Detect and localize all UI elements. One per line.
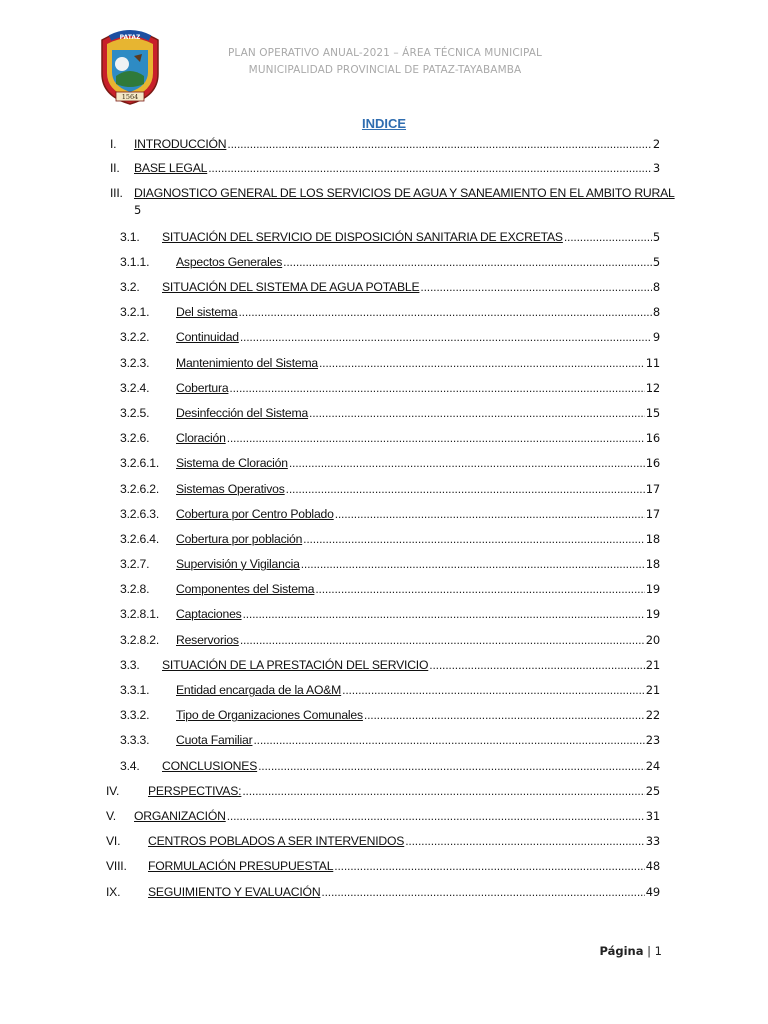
toc-row-title[interactable]: DIAGNOSTICO GENERAL DE LOS SERVICIOS DE AGUA Y SANEAMIENTO EN EL AMBITO RURAL: [134, 186, 675, 200]
toc-row-number: 3.2.1.: [120, 305, 150, 319]
toc-row-number: 3.2.7.: [120, 557, 150, 571]
logo-year: 1564: [121, 93, 139, 101]
toc-row-title[interactable]: CONCLUSIONES: [162, 759, 258, 773]
toc-row-leader-dots: [286, 481, 645, 497]
toc-row-number: 3.1.1.: [120, 255, 150, 269]
toc-row-page: 5: [652, 230, 660, 244]
toc-row-page: 19: [645, 607, 660, 621]
toc-row[interactable]: [120, 758, 660, 774]
toc-row-number: 3.4.: [120, 759, 140, 773]
header-line-1: PLAN OPERATIVO ANUAL-2021 – ÁREA TÉCNICA MUNICIPAL: [227, 47, 543, 59]
toc-row-number: IX.: [106, 885, 121, 899]
toc-row-number: 3.2.5.: [120, 406, 150, 420]
toc-row-leader-dots: [420, 279, 651, 295]
toc-row[interactable]: [106, 833, 660, 849]
toc-row-number: VI.: [106, 834, 121, 848]
toc-row-number: 3.3.2.: [120, 708, 150, 722]
toc-row-leader-dots: [429, 657, 645, 673]
toc-row-title[interactable]: Sistemas Operativos: [176, 482, 285, 496]
toc-row[interactable]: [120, 405, 660, 421]
toc-row-number: VIII.: [106, 859, 127, 873]
toc-row-title[interactable]: PERSPECTIVAS:: [148, 784, 242, 798]
toc-row-title[interactable]: Mantenimiento del Sistema: [176, 356, 318, 370]
toc-row-page: 12: [645, 381, 660, 395]
toc-row[interactable]: [106, 808, 660, 824]
toc-row[interactable]: [110, 185, 675, 201]
toc-row[interactable]: [120, 455, 660, 471]
toc-row-leader-dots: [208, 160, 652, 176]
toc-row-title[interactable]: Cobertura: [176, 381, 229, 395]
toc-row[interactable]: [120, 229, 660, 245]
toc-row-leader-dots: [334, 858, 644, 874]
toc-row-number: 3.2.8.: [120, 582, 150, 596]
toc-row-number: 3.2.4.: [120, 381, 150, 395]
toc-row-number: 3.2.6.: [120, 431, 150, 445]
toc-row[interactable]: [120, 531, 660, 547]
toc-row-number: 3.2.6.2.: [120, 482, 160, 496]
toc-row-title[interactable]: Sistema de Cloración: [176, 456, 288, 470]
toc-row[interactable]: [106, 783, 660, 799]
toc-row-leader-dots: [258, 758, 645, 774]
toc-row-page: 16: [645, 456, 660, 470]
toc-row-page: 17: [645, 507, 660, 521]
toc-row-title[interactable]: Captaciones: [176, 607, 242, 621]
toc-row-leader-dots: [227, 430, 645, 446]
toc-row-leader-dots: [283, 254, 652, 270]
toc-row[interactable]: [120, 481, 660, 497]
toc-row-page: 8: [652, 280, 660, 294]
toc-row-number: 3.1.: [120, 230, 140, 244]
index-title: INDICE: [361, 116, 407, 131]
toc-row[interactable]: [120, 657, 660, 673]
toc-row-title[interactable]: Reservorios: [176, 633, 239, 647]
toc-row-number: V.: [106, 809, 116, 823]
toc-row-page: 21: [645, 683, 660, 697]
toc-row-number: IV.: [106, 784, 120, 798]
toc-row-page: 8: [652, 305, 660, 319]
toc-row-leader-dots: [227, 808, 645, 824]
toc-row[interactable]: [120, 254, 660, 270]
toc-row-leader-dots: [319, 355, 645, 371]
toc-row-leader-dots: [242, 783, 644, 799]
toc-row-title[interactable]: Cobertura por Centro Poblado: [176, 507, 334, 521]
toc-row[interactable]: [120, 355, 660, 371]
toc-row-title[interactable]: Cuota Familiar: [176, 733, 253, 747]
toc-row-page: 15: [645, 406, 660, 420]
toc-row-title[interactable]: INTRODUCCIÓN: [134, 137, 227, 151]
toc-row[interactable]: [106, 858, 660, 874]
toc-row-leader-dots: [564, 229, 652, 245]
toc-row-title[interactable]: Desinfección del Sistema: [176, 406, 309, 420]
logo-top-text: PATAZ: [119, 34, 141, 41]
toc-row-number: II.: [110, 161, 120, 175]
toc-row-title[interactable]: SITUACIÓN DEL SERVICIO DE DISPOSICIÓN SANITARIA DE EXCRETAS: [162, 230, 563, 244]
toc-row-page: 23: [645, 733, 660, 747]
toc-row-number: 3.2.8.1.: [120, 607, 160, 621]
toc-row-number: 3.2.8.2.: [120, 633, 160, 647]
toc-row-leader-dots: [303, 531, 645, 547]
toc-row-page: 24: [645, 759, 660, 773]
footer-separator: |: [647, 944, 652, 958]
toc-row-title[interactable]: FORMULACIÓN PRESUPUESTAL: [148, 859, 334, 873]
toc-row-leader-dots: [309, 405, 645, 421]
header-line-2: MUNICIPALIDAD PROVINCIAL DE PATAZ-TAYABAMBA: [248, 64, 522, 76]
toc-row-title[interactable]: Entidad encargada de la AO&M: [176, 683, 342, 697]
toc-row-page: 19: [645, 582, 660, 596]
toc-row-page: 5: [652, 255, 660, 269]
toc-row-number: 3.3.: [120, 658, 140, 672]
toc-row-page: 22: [645, 708, 660, 722]
toc-row[interactable]: [110, 136, 660, 152]
toc-row-title[interactable]: ORGANIZACIÓN: [134, 809, 226, 823]
toc-row[interactable]: [110, 160, 660, 176]
toc-row-leader-dots: [240, 632, 645, 648]
toc-row-title[interactable]: SEGUIMIENTO Y EVALUACIÓN: [148, 885, 321, 899]
toc-row-page: 21: [645, 658, 660, 672]
toc-row-title[interactable]: Tipo de Organizaciones Comunales: [176, 708, 363, 722]
toc-row-number: 3.2.6.3.: [120, 507, 160, 521]
toc-row[interactable]: [120, 682, 660, 698]
toc-row-leader-dots: [364, 707, 645, 723]
toc-row-number: 3.3.1.: [120, 683, 150, 697]
toc-row-page: 2: [652, 137, 660, 151]
toc-row-title[interactable]: Cloración: [176, 431, 226, 445]
toc-row-page: 9: [652, 330, 660, 344]
toc-row[interactable]: [120, 556, 660, 572]
toc-row-title[interactable]: CENTROS POBLADOS A SER INTERVENIDOS: [148, 834, 405, 848]
toc-row-number: 3.2.: [120, 280, 140, 294]
toc-row-page: 18: [645, 532, 660, 546]
toc-row-title[interactable]: Componentes del Sistema: [176, 582, 315, 596]
toc-row-leader-dots: [253, 732, 644, 748]
toc-row-title[interactable]: SITUACIÓN DE LA PRESTACIÓN DEL SERVICIO: [162, 658, 429, 672]
toc-row-title[interactable]: Del sistema: [176, 305, 238, 319]
toc-row-page: 25: [645, 784, 660, 798]
toc-row-page: 18: [645, 557, 660, 571]
page-footer: [599, 944, 662, 958]
toc-row[interactable]: [120, 430, 660, 446]
toc-row-page: 17: [645, 482, 660, 496]
toc-row[interactable]: [120, 707, 660, 723]
toc-row-page: 33: [645, 834, 660, 848]
toc-row-page: 20: [645, 633, 660, 647]
toc-row-title[interactable]: Supervisión y Vigilancia: [176, 557, 300, 571]
toc-row-number: 3.2.6.1.: [120, 456, 160, 470]
toc-row-number: 3.2.3.: [120, 356, 150, 370]
toc-row-leader-dots: [301, 556, 645, 572]
toc-row-title[interactable]: Continuidad: [176, 330, 239, 344]
toc-row-title[interactable]: BASE LEGAL: [134, 161, 208, 175]
toc-row-page: 49: [645, 885, 660, 899]
toc-row-leader-dots: [335, 506, 645, 522]
toc-row-leader-dots: [240, 329, 652, 345]
toc-row[interactable]: [120, 506, 660, 522]
toc-row[interactable]: [120, 329, 660, 345]
toc-row[interactable]: [120, 581, 660, 597]
toc-row-page: 11: [645, 356, 660, 370]
toc-row-leader-dots: [243, 606, 645, 622]
toc-row[interactable]: [120, 632, 660, 648]
toc-row-leader-dots: [405, 833, 645, 849]
toc-row-leader-dots: [321, 884, 644, 900]
toc-row-leader-dots: [229, 380, 644, 396]
toc-row[interactable]: [120, 279, 660, 295]
toc-row-number: 3.2.2.: [120, 330, 150, 344]
toc-row-number: III.: [110, 186, 123, 200]
toc-row-title[interactable]: Aspectos Generales: [176, 255, 283, 269]
toc-row[interactable]: [120, 606, 660, 622]
toc-row-number: 3.2.6.4.: [120, 532, 160, 546]
toc-row[interactable]: [120, 380, 660, 396]
toc-row-number: 3.3.3.: [120, 733, 150, 747]
toc-row-page: 3: [652, 161, 660, 175]
toc-row-title[interactable]: SITUACIÓN DEL SISTEMA DE AGUA POTABLE: [162, 280, 420, 294]
toc-row[interactable]: [120, 304, 660, 320]
toc-row[interactable]: [120, 732, 660, 748]
toc-row-leader-dots: [315, 581, 644, 597]
toc-row-page: 16: [645, 431, 660, 445]
toc-row-leader-dots: [342, 682, 645, 698]
toc-row-number: I.: [110, 137, 117, 151]
toc-row-page: 48: [645, 859, 660, 873]
toc-row-leader-dots: [289, 455, 645, 471]
toc-row-page: 31: [645, 809, 660, 823]
toc-row-leader-dots: [227, 136, 651, 152]
toc-row-leader-dots: [238, 304, 651, 320]
toc-row-page-continuation: 5: [134, 203, 142, 217]
toc-row-title[interactable]: Cobertura por población: [176, 532, 303, 546]
footer-label: Página: [599, 944, 644, 958]
footer-page-number: 1: [654, 944, 662, 958]
toc-row[interactable]: [106, 884, 660, 900]
